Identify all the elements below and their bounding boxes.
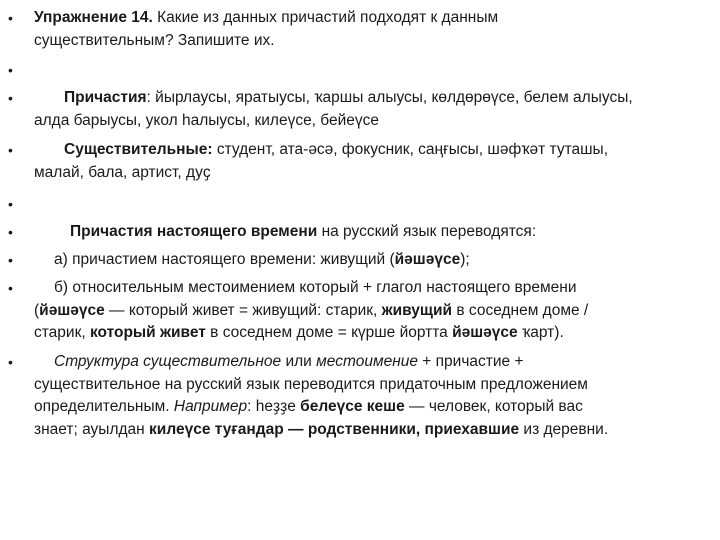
structure-item — [8, 351, 716, 441]
point-b-l3-end: ҡарт). — [517, 324, 564, 341]
structure-label: Структура существительное — [54, 353, 282, 370]
bullet: • — [8, 224, 13, 240]
bullet: • — [8, 62, 13, 78]
exercise-label: Упражнение 14. — [34, 9, 153, 26]
structure-or: или — [281, 353, 317, 370]
point-b-line1: б) относительным местоимением который + глагол настоящего времени — [54, 279, 577, 296]
structure-line2: существительное на русский язык переводится придаточным предложением — [34, 375, 588, 393]
structure-l4-pre: знает; ауылдан — [34, 420, 150, 438]
structure-l3-mid: : һеҙҙе — [247, 398, 301, 415]
participles-list-cont: алда барыусы, укол һалыусы, килеүсе, бейеүсе — [34, 111, 380, 129]
bullet: • — [8, 10, 13, 26]
participles-label: Причастия — [64, 89, 147, 106]
point-a-text — [34, 249, 716, 272]
present-participles-rest: на русский язык переводятся: — [317, 223, 537, 240]
point-a-word: йәшәүсе — [394, 251, 461, 268]
point-b-bold: живущий — [381, 301, 453, 319]
structure-l3-bold: белеүсе кеше — [300, 398, 405, 415]
nouns-label: Существительные: — [64, 141, 213, 158]
point-b-l3-bold: который живет — [89, 324, 206, 341]
point-b-l3-word: йәшәүсе — [452, 324, 518, 341]
participles-text — [34, 87, 716, 132]
point-b-end: в соседнем доме / — [452, 301, 589, 319]
exercise-text — [34, 7, 716, 52]
present-participles-text — [34, 221, 716, 244]
point-b-l3-mid: в соседнем доме = күрше йортта — [205, 324, 453, 341]
structure-rest: + причастие + — [417, 353, 524, 370]
exercise-question-cont: существительным? Запишите их. — [34, 31, 275, 49]
nouns-list: студент, ата-әсә, фокусник, саңғысы, шәфҡәт туташы, — [212, 141, 609, 158]
exercise-question: Какие из данных причастий подходят к данным — [152, 9, 499, 26]
nouns-list-cont: малай, бала, артист, дуҫ — [34, 163, 211, 181]
bullet: • — [8, 354, 13, 370]
exercise-item — [8, 7, 716, 52]
participles-list: : йырлаусы, яратыусы, ҡаршы алыусы, көлдөрөүсе, белем алыусы, — [146, 89, 633, 106]
structure-l4-end: из деревни. — [519, 420, 609, 438]
point-a-post: ); — [460, 251, 470, 268]
structure-l3-pre: определительным. — [34, 398, 174, 415]
bullet: • — [8, 142, 13, 158]
point-b-paren: ( — [34, 301, 40, 319]
point-b-item — [8, 277, 716, 345]
point-b-word: йәшәүсе — [39, 301, 105, 319]
nouns-item — [8, 139, 716, 184]
bullet: • — [8, 252, 13, 268]
point-a-pre: а) причастием настоящего времени: живущий ( — [54, 251, 395, 268]
structure-l4-bold: килеүсе туғандар — родственники, приехавшие — [149, 420, 520, 438]
point-b-mid: — который живет = живущий: старик, — [104, 301, 382, 319]
structure-pronoun: местоимение — [316, 353, 418, 370]
nouns-text — [34, 139, 716, 184]
present-participles-label: Причастия настоящего времени — [70, 223, 318, 240]
participles-item — [8, 87, 716, 132]
bullet: • — [8, 196, 13, 212]
bullet: • — [8, 90, 13, 106]
structure-text — [34, 351, 716, 441]
structure-l3-end: — человек, который вас — [404, 398, 583, 415]
structure-example-label: Например — [173, 398, 248, 415]
present-participles-item — [8, 221, 716, 244]
point-a-item — [8, 249, 716, 272]
point-b-text — [34, 277, 716, 345]
point-b-l3-pre: старик, — [34, 324, 90, 341]
bullet: • — [8, 280, 13, 296]
